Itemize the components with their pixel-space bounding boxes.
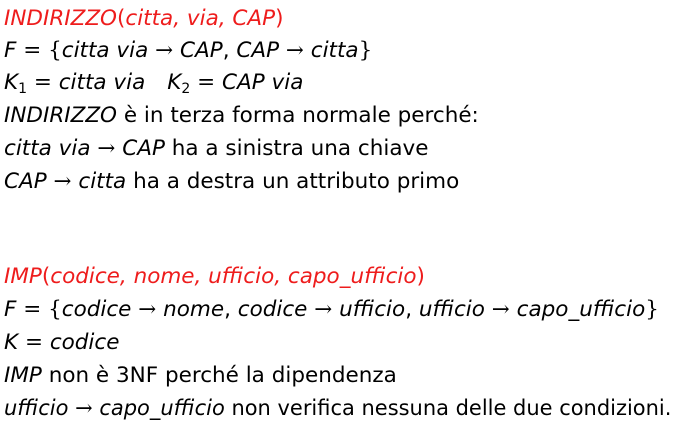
reason-1-indirizzo bbox=[4, 136, 428, 162]
statement-imp bbox=[4, 363, 397, 389]
fd-2-left: CAP bbox=[236, 38, 280, 63]
statement-indirizzo bbox=[4, 103, 479, 129]
right-arrow-icon: → bbox=[314, 297, 333, 322]
fd-2-right: citta bbox=[310, 38, 359, 63]
fd-1-right: nome bbox=[163, 297, 225, 322]
statement-subject: IMP bbox=[4, 363, 42, 388]
relation-attributes: citta, via, CAP bbox=[125, 6, 276, 31]
right-arrow-icon: → bbox=[97, 136, 116, 161]
key-value: codice bbox=[49, 330, 120, 355]
fd-1-right: CAP bbox=[180, 38, 223, 63]
right-arrow-icon: → bbox=[138, 297, 157, 322]
reason-left: ufficio bbox=[4, 396, 69, 421]
fd-3-left: ufficio bbox=[418, 297, 485, 322]
fd-2-right: ufficio bbox=[339, 297, 406, 322]
fd-3-right: capo_ufficio bbox=[516, 297, 646, 322]
reason-1-left: citta via bbox=[4, 136, 91, 161]
key-2-value: CAP via bbox=[222, 70, 304, 95]
key-2-name: K bbox=[167, 70, 182, 95]
key-2-index: 2 bbox=[181, 81, 191, 97]
reason-1-right: CAP bbox=[122, 136, 165, 161]
reason-1-text: ha a sinistra una chiave bbox=[164, 136, 429, 161]
key-1-name: K bbox=[4, 70, 19, 95]
fd-1-left: citta via bbox=[61, 38, 149, 63]
relation-imp-heading: IMP(codice, nome, ufficio, capo_ufficio) bbox=[4, 264, 425, 289]
right-arrow-icon: → bbox=[155, 38, 174, 63]
fd-set-imp: F = {codice → nome, codice → ufficio, ufficio → capo_ufficio} bbox=[4, 297, 659, 322]
right-arrow-icon: → bbox=[285, 38, 304, 63]
keys-indirizzo: $K_1$ = citta via $K_2$ = CAP via bbox=[4, 70, 304, 97]
key-1-index: 1 bbox=[18, 81, 28, 97]
fd-set-indirizzo: F = {citta via → CAP, CAP → citta} bbox=[4, 38, 373, 63]
relation-name: IMP bbox=[4, 264, 42, 289]
fd-set-symbol: F bbox=[4, 38, 17, 63]
fd-2-left: codice bbox=[237, 297, 308, 322]
relation-indirizzo-heading: INDIRIZZO(citta, via, CAP) bbox=[4, 6, 284, 31]
right-arrow-icon: → bbox=[53, 169, 72, 194]
reason-2-left: CAP bbox=[4, 169, 47, 194]
reason-right: capo_ufficio bbox=[99, 396, 225, 421]
statement-subject: INDIRIZZO bbox=[4, 103, 117, 128]
reason-text: non verifica nessuna delle due condizioni. bbox=[224, 396, 672, 421]
key-imp: K = codice bbox=[4, 330, 120, 355]
key-name: K bbox=[4, 330, 19, 355]
fd-1-left: codice bbox=[61, 297, 132, 322]
right-arrow-icon: → bbox=[491, 297, 510, 322]
reason-2-text: ha a destra un attributo primo bbox=[126, 169, 460, 194]
key-1-value: citta via bbox=[58, 70, 146, 95]
statement-text: non è 3NF perché la dipendenza bbox=[41, 363, 397, 388]
relation-attributes: codice, nome, ufficio, capo_ufficio bbox=[50, 264, 417, 289]
reason-imp bbox=[4, 396, 671, 422]
statement-text: è in terza forma normale perché: bbox=[116, 103, 479, 128]
reason-2-right: citta bbox=[78, 169, 127, 194]
relation-name: INDIRIZZO bbox=[4, 6, 117, 31]
reason-2-indirizzo bbox=[4, 169, 459, 195]
right-arrow-icon: → bbox=[75, 396, 93, 421]
fd-set-symbol: F bbox=[4, 297, 17, 322]
